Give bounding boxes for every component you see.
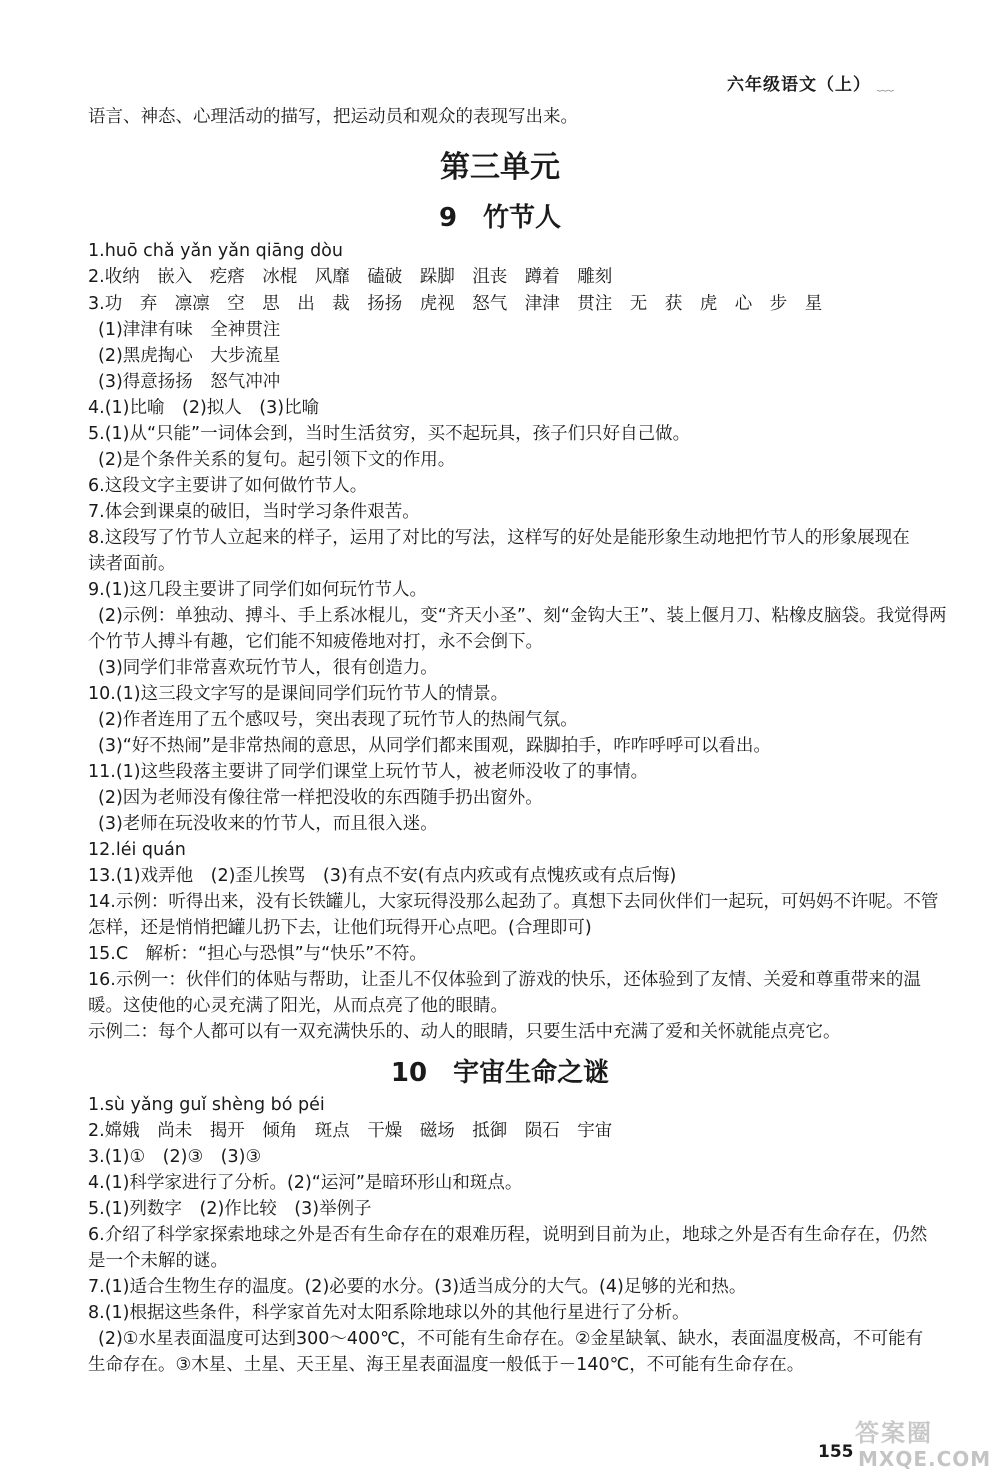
answer-line: 3.(1)① (2)③ (3)③ xyxy=(88,1147,262,1167)
answer-line: 1.huō chǎ yǎn yǎn qiāng dòu xyxy=(88,241,343,261)
answer-line: 5.(1)列数字 (2)作比较 (3)举例子 xyxy=(88,1199,372,1219)
lesson10-title: 10 宇宙生命之谜 xyxy=(390,1058,610,1088)
answer-line: 7.(1)适合生物生存的温度。(2)必要的水分。(3)适当成分的大气。(4)足够的光和热。 xyxy=(88,1277,747,1297)
answer-line: 15.C 解析：“担心与恐惧”与“快乐”不符。 xyxy=(88,944,427,964)
unit-title: 第三单元 xyxy=(440,150,560,185)
answer-line: 3.功 弃 凛凛 空 思 出 裁 扬扬 虎视 怒气 津津 贯注 无 获 虎 心 步 星 xyxy=(88,294,823,314)
answer-line: 6.介绍了科学家探索地球之外是否有生命存在的艰难历程，说明到目前为止，地球之外是否有生命存在，仍然 xyxy=(88,1225,928,1245)
answer-line: (2)作者连用了五个感叹号，突出表现了玩竹节人的热闹气氛。 xyxy=(98,710,578,730)
answer-line: 4.(1)比喻 (2)拟人 (3)比喻 xyxy=(88,398,320,418)
answer-line: 14.示例：听得出来，没有长铁罐儿，大家玩得没那么起劲了。真想下去同伙伴们一起玩，可妈妈不许呢。不管 xyxy=(88,892,939,912)
answer-line: (2)黑虎掏心 大步流星 xyxy=(98,346,281,366)
answer-line: 个竹节人搏斗有趣，它们能不知疲倦地对打，永不会倒下。 xyxy=(88,632,543,652)
answer-line: 9.(1)这几段主要讲了同学们如何玩竹节人。 xyxy=(88,580,427,600)
page-number: 155 xyxy=(818,1442,854,1462)
answer-line: (3)得意扬扬 怒气冲冲 xyxy=(98,372,281,392)
intro-line: 语言、神态、心理活动的描写，把运动员和观众的表现写出来。 xyxy=(88,107,578,127)
answer-line: 8.(1)根据这些条件，科学家首先对太阳系除地球以外的其他行星进行了分析。 xyxy=(88,1303,690,1323)
answer-line: 5.(1)从“只能”一词体会到，当时生活贫穷，买不起玩具，孩子们只好自己做。 xyxy=(88,424,691,444)
answer-line: 11.(1)这些段落主要讲了同学们课堂上玩竹节人，被老师没收了的事情。 xyxy=(88,762,649,782)
answer-line: 示例二：每个人都可以有一双充满快乐的、动人的眼睛，只要生活中充满了爱和关怀就能点亮它。 xyxy=(88,1022,841,1042)
answer-line: 4.(1)科学家进行了分析。(2)“运河”是暗环形山和斑点。 xyxy=(88,1173,523,1193)
answer-line: (3)老师在玩没收来的竹节人，而且很入迷。 xyxy=(98,814,438,834)
answer-line: 7.体会到课桌的破旧，当时学习条件艰苦。 xyxy=(88,502,420,522)
answer-line: (3)“好不热闹”是非常热闹的意思，从同学们都来围观，跺脚拍手，咋咋呼呼可以看出。 xyxy=(98,736,771,756)
answer-line: 生命存在。③木星、土星、天王星、海王星表面温度一般低于－140℃，不可能有生命存在。 xyxy=(88,1355,805,1375)
lesson9-title: 9 竹节人 xyxy=(438,203,562,233)
answer-line: 8.这段写了竹节人立起来的样子，运用了对比的写法，这样写的好处是能形象生动地把竹节人的形象展现在 xyxy=(88,528,910,548)
answer-line: (2)是个条件关系的复句。起引领下文的作用。 xyxy=(98,450,456,470)
answer-line: 13.(1)戏弄他 (2)歪儿挨骂 (3)有点不安(有点内疚或有点愧疚或有点后悔) xyxy=(88,866,677,886)
answer-line: 1.sù yǎng guǐ shèng bó péi xyxy=(88,1095,325,1115)
header-decoration: ﹏ xyxy=(877,75,895,95)
answer-line: (1)津津有味 全神贯注 xyxy=(98,320,281,340)
answer-line: (2)示例：单独动、搏斗、手上系冰棍儿，变“齐天小圣”、刻“金钩大王”、装上偃月刀、粘橡皮脑袋。我觉得两 xyxy=(98,606,947,626)
answer-line: 10.(1)这三段文字写的是课间同学们玩竹节人的情景。 xyxy=(88,684,509,704)
answer-line: 2.收纳 嵌入 疙瘩 冰棍 风靡 磕破 跺脚 沮丧 蹲着 雕刻 xyxy=(88,267,613,287)
answer-line: 是一个未解的谜。 xyxy=(88,1251,228,1271)
answer-line: (3)同学们非常喜欢玩竹节人，很有创造力。 xyxy=(98,658,438,678)
answer-line: (2)因为老师没有像往常一样把没收的东西随手扔出窗外。 xyxy=(98,788,543,808)
watermark-logo: 答案圈 xyxy=(855,1419,933,1447)
page-header xyxy=(727,70,895,95)
answer-line: 读者面前。 xyxy=(88,554,176,574)
header-text: 六年级语文（上） xyxy=(727,75,871,95)
answer-line: 6.这段文字主要讲了如何做竹节人。 xyxy=(88,476,368,496)
answer-line: 怎样，还是悄悄把罐儿扔下去，让他们玩得开心点吧。(合理即可) xyxy=(88,918,592,938)
answer-line: 16.示例一：伙伴们的体贴与帮助，让歪儿不仅体验到了游戏的快乐，还体验到了友情、关爱和尊重带来的温 xyxy=(88,970,921,990)
answer-line: (2)①水星表面温度可达到300～400℃，不可能有生命存在。②金星缺氧、缺水，表面温度极高，不可能有 xyxy=(98,1329,924,1349)
answer-line: 暖。这使他的心灵充满了阳光，从而点亮了他的眼睛。 xyxy=(88,996,508,1016)
answer-line: 2.嫦娥 尚未 揭开 倾角 斑点 干燥 磁场 抵御 陨石 宇宙 xyxy=(88,1121,613,1141)
answer-line: 12.léi quán xyxy=(88,840,186,860)
watermark-url: MXQE.COM xyxy=(858,1447,992,1471)
